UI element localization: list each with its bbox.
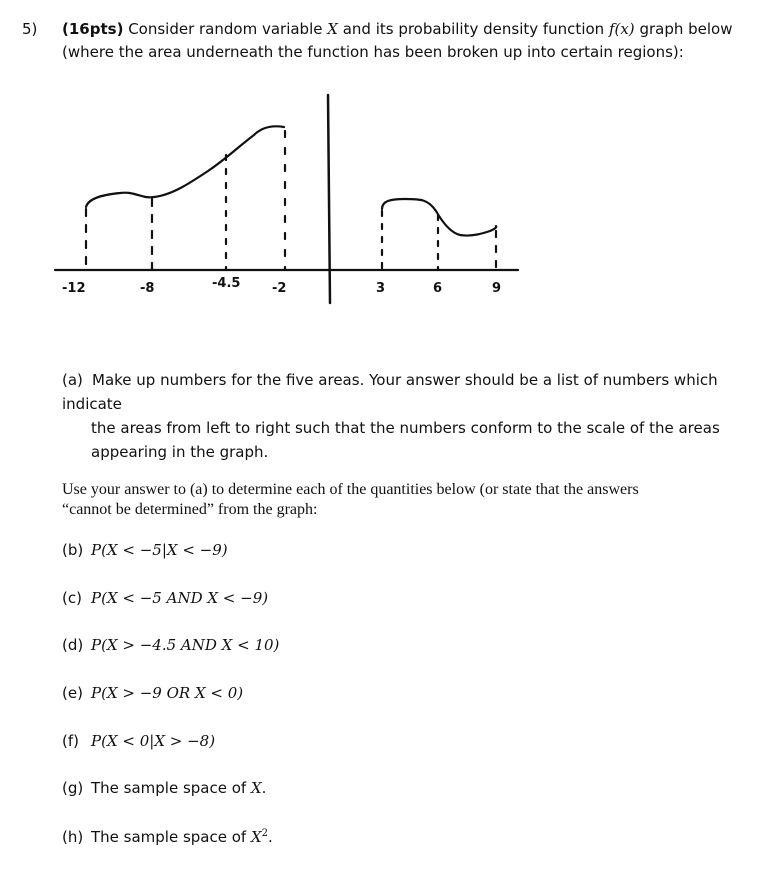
right-density-curve — [382, 199, 496, 236]
part-a — [62, 368, 752, 464]
item-g — [62, 779, 266, 797]
tick-label-neg8: -8 — [140, 281, 155, 296]
tick-label-6: 6 — [433, 281, 443, 296]
part-a-line-1 — [62, 368, 752, 416]
item-d — [62, 636, 279, 654]
item-h-label: (h) — [62, 828, 84, 846]
item-d-expr: P(X > −4.5 AND X < 10) — [91, 636, 280, 654]
question-var-x: X — [327, 20, 338, 38]
item-h — [62, 828, 273, 846]
item-g-text: The sample space of — [91, 779, 251, 797]
item-b — [62, 541, 228, 559]
item-b-expr: P(X < −5|X < −9) — [91, 541, 228, 559]
item-b-label: (b) — [62, 541, 84, 559]
item-e — [62, 684, 243, 702]
part-a-text-1: Make up numbers for the five areas. Your answer should be a list of numbers which indicate — [62, 371, 718, 413]
instructions — [62, 480, 742, 520]
item-e-label: (e) — [62, 684, 83, 702]
question-line-2: (where the area underneath the function has been broken up into certain regions): — [62, 43, 684, 61]
question-text-b: and its probability density function — [337, 20, 609, 38]
item-f-label: (f) — [62, 732, 79, 750]
item-c-expr: P(X < −5 AND X < −9) — [91, 589, 269, 607]
left-density-curve — [86, 126, 284, 207]
item-f — [62, 732, 215, 750]
item-g-var: X — [250, 779, 262, 797]
tick-label-neg4-5: -4.5 — [212, 276, 241, 291]
item-h-var: X — [250, 828, 262, 846]
item-f-expr: P(X < 0|X > −8) — [91, 732, 216, 750]
item-c-label: (c) — [62, 589, 82, 607]
item-c — [62, 589, 268, 607]
item-e-expr: P(X > −9 OR X < 0) — [91, 684, 244, 702]
density-graph — [40, 85, 520, 310]
question-func: f — [608, 20, 615, 38]
item-g-end: . — [261, 779, 267, 797]
part-a-line-3: appearing in the graph. — [91, 443, 269, 461]
part-a-line-2: the areas from left to right such that the numbers conform to the scale of the areas — [91, 419, 720, 437]
question-func-arg: (x) — [614, 20, 635, 38]
question-text-c: graph below — [634, 20, 733, 38]
question-number: 5) — [22, 20, 38, 38]
item-h-sup: 2 — [261, 828, 269, 839]
item-g-label: (g) — [62, 779, 84, 797]
item-h-text: The sample space of — [91, 828, 251, 846]
part-a-label: (a) — [62, 371, 83, 389]
instructions-line-1: Use your answer to (a) to determine each of the quantities below (or state that the answers — [62, 481, 639, 498]
item-h-end: . — [268, 828, 273, 846]
question-text-a: Consider random variable — [123, 20, 328, 38]
question-line-1 — [62, 20, 732, 38]
y-axis — [328, 95, 330, 303]
item-d-label: (d) — [62, 636, 84, 654]
tick-label-9: 9 — [492, 281, 502, 296]
tick-label-3: 3 — [376, 281, 386, 296]
instructions-line-2: “cannot be determined” from the graph: — [62, 501, 318, 518]
tick-label-neg12: -12 — [62, 281, 86, 296]
question-points: (16pts) — [62, 20, 124, 38]
tick-label-neg2: -2 — [272, 281, 287, 296]
